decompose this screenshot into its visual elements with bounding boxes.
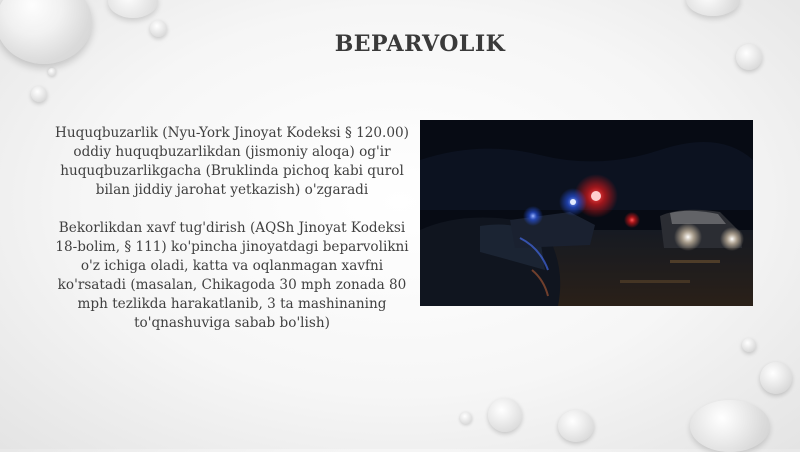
water-drop-decoration [760,362,792,394]
water-drop-decoration [460,412,472,424]
water-drop-decoration [742,338,756,352]
water-drop-decoration [31,86,47,102]
night-police-cars-image [420,120,753,306]
water-drop-decoration [690,400,770,452]
body-paragraph-2: Bekorlikdan xavf tug'dirish (AQSh Jinoyat Kodeksi 18-bolim, § 111) ko'pincha jinoyatdagi beparvolikni o'z ichiga oladi, katta va oqlanmagan xavfni ko'rsatadi (masalan, Chikagoda 30 mph zonada 80 mph tezlikda harakatlanib, 3 ta mashinaning to'qnashuviga sabab bo'lish) [55,220,409,331]
water-drop-decoration [488,398,522,432]
body-paragraph-1: Huquqbuzarlik (Nyu-York Jinoyat Kodeksi § 120.00) oddiy huquqbuzarlikdan (jismoniy aloqa) og'ir huquqbuzarlikgacha (Bruklinda pichoq kabi qurol bilan jiddiy jarohat yetkazish) o'zgaradi [55,125,409,198]
water-drop-decoration [558,410,594,442]
water-drop-decoration [108,0,158,18]
slide-title: BEPARVOLIK [334,31,506,57]
water-drop-decoration [686,0,740,16]
water-drop-decoration [48,68,56,76]
slide-body [52,124,412,352]
